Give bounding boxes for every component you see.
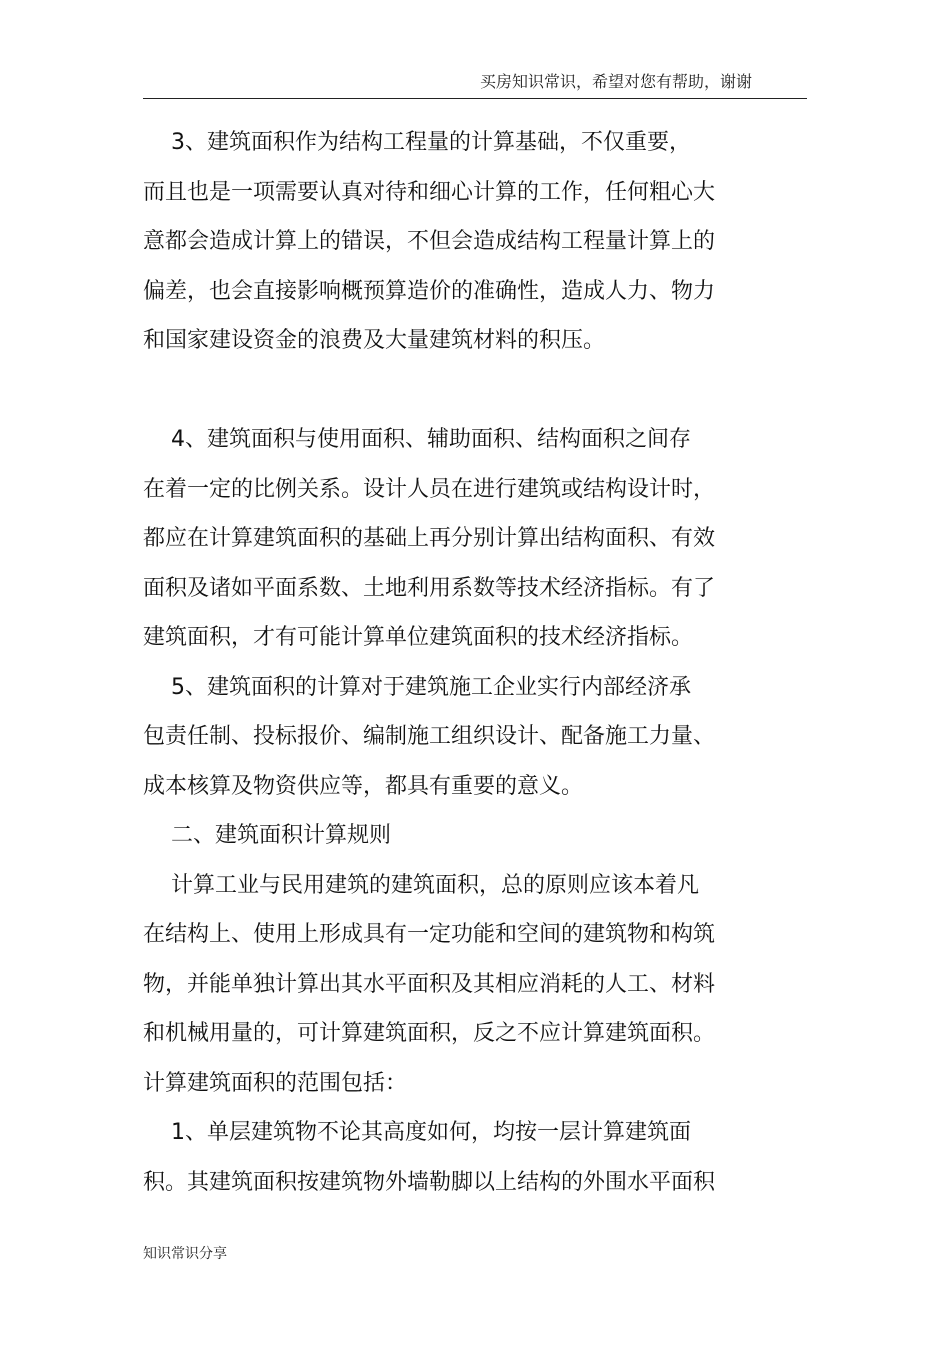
body-line: 在着一定的比例关系。设计人员在进行建筑或结构设计时， [143, 476, 716, 502]
body-line: 面积及诸如平面系数、土地利用系数等技术经济指标。有了 [143, 575, 716, 601]
section-heading: 二、建筑面积计算规则 [143, 823, 391, 848]
body-line: 包责任制、投标报价、编制施工组织设计、配备施工力量、 [143, 724, 716, 749]
body-line: 建筑面积，才有可能计算单位建筑面积的技术经济指标。 [143, 625, 694, 650]
body-line: 偏差，也会直接影响概预算造价的准确性，造成人力、物力 [143, 278, 716, 304]
body-line: 3、建筑面积作为结构工程量的计算基础，不仅重要， [143, 130, 691, 155]
body-line: 5、建筑面积的计算对于建筑施工企业实行内部经济承 [143, 674, 691, 700]
page-footer: 知识常识分享 [143, 1246, 227, 1262]
body-line: 在结构上、使用上形成具有一定功能和空间的建筑物和构筑 [143, 922, 716, 947]
body-line: 1、单层建筑物不论其高度如何，均按一层计算建筑面 [143, 1120, 691, 1145]
body-line: 计算建筑面积的范围包括： [143, 1070, 408, 1096]
body-line: 都应在计算建筑面积的基础上再分别计算出结构面积、有效 [143, 526, 716, 551]
body-line: 计算工业与民用建筑的建筑面积，总的原则应该本着凡 [143, 872, 699, 898]
body-line: 成本核算及物资供应等，都具有重要的意义。 [143, 773, 584, 799]
paragraph-gap [143, 366, 753, 416]
body-line: 和机械用量的，可计算建筑面积，反之不应计算建筑面积。 [143, 1021, 716, 1046]
header-text: 买房知识常识，希望对您有帮助，谢谢 [479, 72, 752, 91]
body-line: 和国家建设资金的浪费及大量建筑材料的积压。 [143, 328, 606, 353]
document-body [143, 118, 753, 1207]
body-line: 物，并能单独计算出其水平面积及其相应消耗的人工、材料 [143, 971, 716, 997]
body-line: 积。其建筑面积按建筑物外墙勒脚以上结构的外围水平面积 [143, 1169, 716, 1195]
body-line: 而且也是一项需要认真对待和细心计算的工作，任何粗心大 [143, 179, 716, 205]
body-line: 意都会造成计算上的错误，不但会造成结构工程量计算上的 [143, 229, 716, 254]
page-header [143, 68, 807, 99]
body-line: 4、建筑面积与使用面积、辅助面积、结构面积之间存 [143, 427, 691, 452]
